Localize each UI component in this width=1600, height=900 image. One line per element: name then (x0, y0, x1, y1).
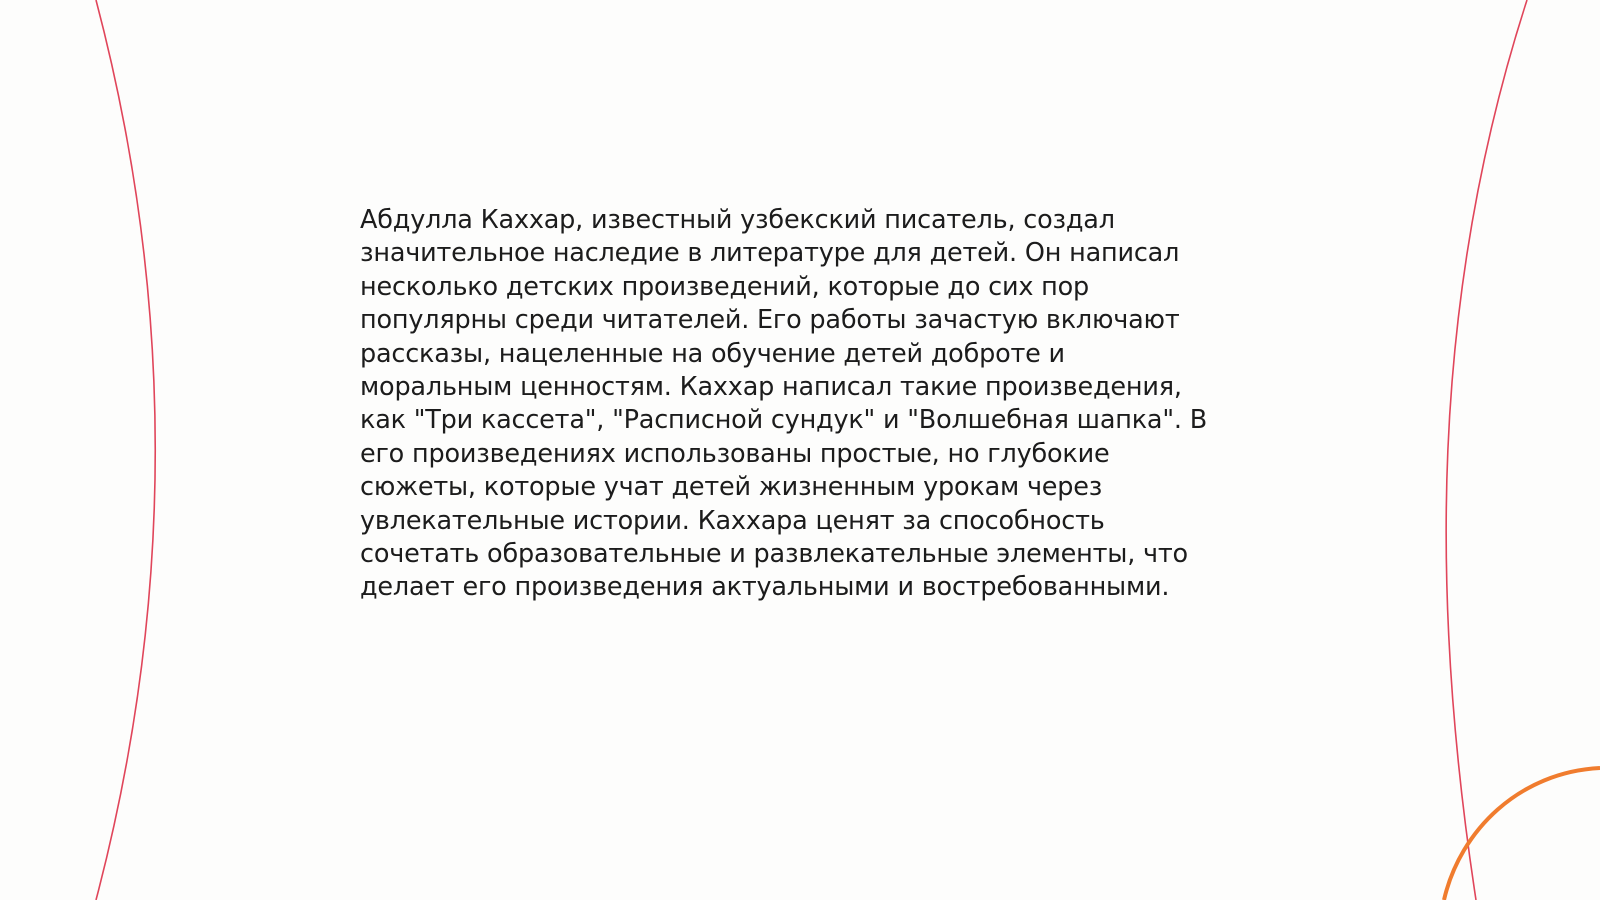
right-curve-line (1446, 0, 1527, 900)
paragraph-line: увлекательные истории. Каххара ценят за способность (360, 505, 1105, 536)
body-paragraph (360, 204, 1240, 605)
paragraph-line: значительное наследие в литературе для детей. Он написал (360, 238, 1180, 269)
paragraph-line: популярны среди читателей. Его работы зачастую включают (360, 305, 1180, 336)
paragraph-line: рассказы, нацеленные на обучение детей доброте и (360, 338, 1065, 369)
paragraph-line: сочетать образовательные и развлекательные элементы, что (360, 539, 1188, 570)
paragraph-line: несколько детских произведений, которые до сих пор (360, 271, 1090, 302)
left-curve-line (96, 0, 155, 900)
paragraph-line: делает его произведения актуальными и востребованными. (360, 572, 1170, 603)
paragraph-line: сюжеты, которые учат детей жизненным урокам через (360, 472, 1103, 503)
paragraph-line: Абдулла Каххар, известный узбекский писатель, создал (360, 205, 1115, 235)
paragraph-line: его произведениях использованы простые, но глубокие (360, 438, 1110, 469)
paragraph-line: как "Три кассета", "Расписной сундук" и "Волшебная шапка". В (360, 405, 1207, 436)
paragraph-line: моральным ценностям. Каххар написал такие произведения, (360, 372, 1182, 403)
